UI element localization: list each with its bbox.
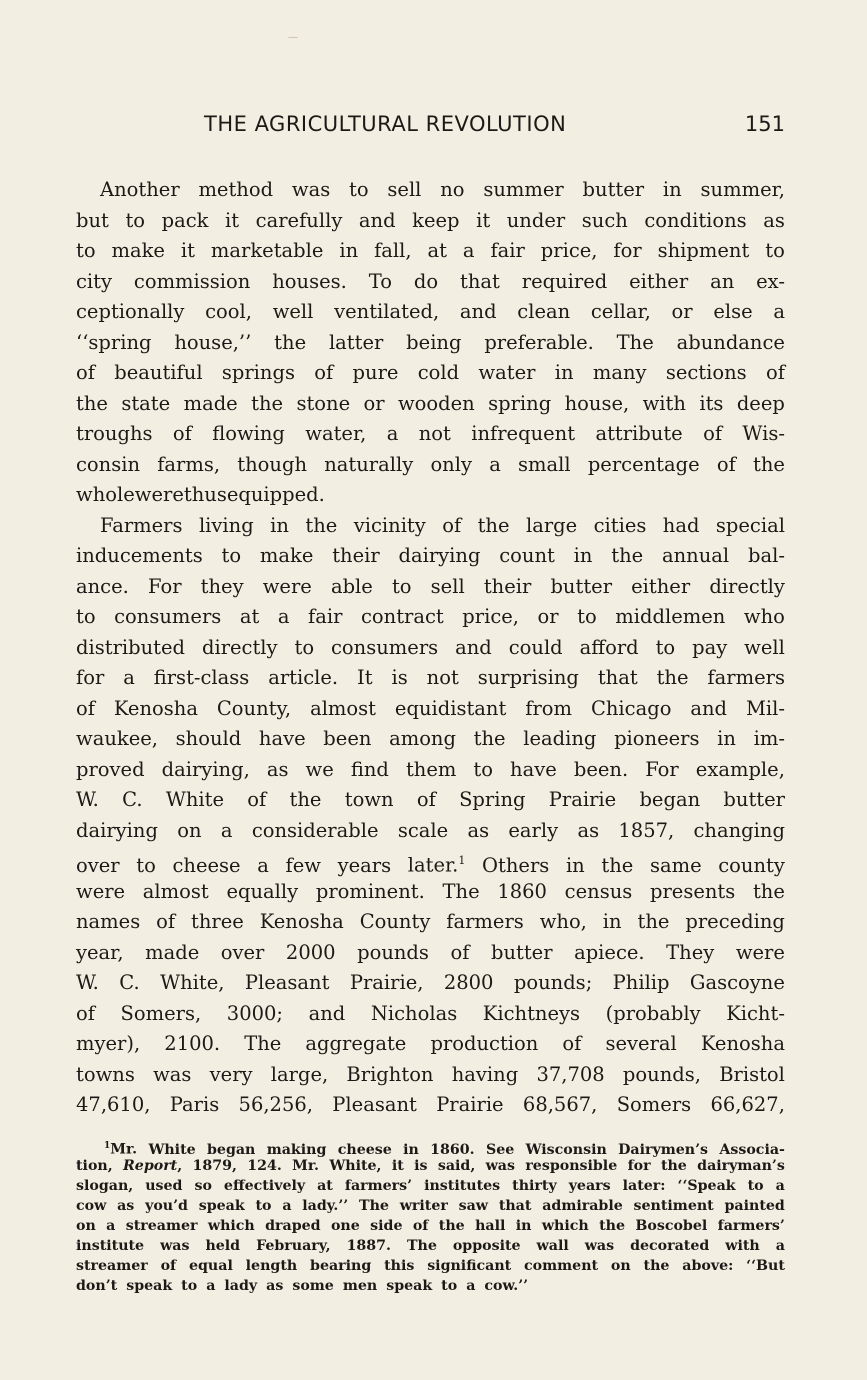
body-line: W. C. White, Pleasant Prairie, 2800 pounds; Philip Gascoyne <box>76 971 785 994</box>
running-head: THE AGRICULTURAL REVOLUTION <box>204 112 567 136</box>
scan-mark: — <box>288 32 298 43</box>
footnote-line: don’t speak to a lady as some men speak to a cow.’’ <box>76 1278 529 1294</box>
body-text <box>76 175 785 1121</box>
body-line: whole were thus equipped. <box>76 483 325 506</box>
body-line: to make it marketable in fall, at a fair price, for shipment to <box>76 239 785 262</box>
body-line: troughs of flowing water, a not infrequent attribute of Wis- <box>76 422 785 445</box>
body-line: ance. For they were able to sell their butter either directly <box>76 574 785 598</box>
footnote-line: $^1$Mr. White began making cheese in 1860. See Wisconsin Dairymen’s Associa- <box>104 1141 785 1158</box>
body-line: myer), 2100. The aggregate production of several Kenosha <box>76 1032 785 1055</box>
body-line: towns was very large, Brighton having 37,708 pounds, Bristol <box>76 1062 785 1086</box>
page-number: 151 <box>744 112 785 136</box>
footnote-ref[interactable]: 1 <box>458 854 466 867</box>
body-line: over to cheese a few years later.1 Others in the same county <box>76 846 785 877</box>
body-line: consin farms, though naturally only a small percentage of the <box>76 452 785 476</box>
footnote-line: tion, Report, 1879, 124. Mr. White, it is said, was responsible for the dairyman’s <box>76 1158 785 1174</box>
body-line: of Somers, 3000; and Nicholas Kichtneys (probably Kicht- <box>76 1001 785 1025</box>
footnote <box>76 1136 785 1296</box>
footnote-line: slogan, used so effectively at farmers’ institutes thirty years later: ‘‘Speak to a <box>76 1178 785 1194</box>
body-line: distributed directly to consumers and could afford to pay well <box>76 635 785 659</box>
body-line: of beautiful springs of pure cold water in many sections of <box>76 361 785 384</box>
footnote-marker: 1 <box>104 1141 111 1151</box>
body-line: for a first-class article. It is not surprising that the farmers <box>76 666 785 689</box>
body-line: of Kenosha County, almost equidistant from Chicago and Mil- <box>76 696 785 720</box>
body-line: dairying on a considerable scale as early as 1857, changing <box>76 818 785 842</box>
footnote-line: cow as you’d speak to a lady.’’ The writer saw that admirable sentiment painted <box>76 1198 785 1214</box>
body-line: Farmers living in the vicinity of the large cities had special <box>100 513 785 537</box>
body-line: ceptionally cool, well ventilated, and clean cellar, or else a <box>76 300 785 323</box>
report-title: Report <box>123 1158 178 1174</box>
body-line: ‘‘spring house,’’ the latter being preferable. The abundance <box>76 330 785 354</box>
body-line: city commission houses. To do that required either an ex- <box>76 269 785 293</box>
body-line: to consumers at a fair contract price, or to middlemen who <box>76 605 785 628</box>
body-line: names of three Kenosha County farmers who, in the preceding <box>76 910 785 933</box>
body-line: but to pack it carefully and keep it under such conditions as <box>76 208 785 232</box>
body-line: W. C. White of the town of Spring Prairie began butter <box>76 788 785 811</box>
footnote-line: streamer of equal length bearing this significant comment on the above: ‘‘But <box>76 1258 785 1274</box>
body-line: Another method was to sell no summer butter in summer, <box>100 178 785 201</box>
body-line: proved dairying, as we find them to have been. For example, <box>76 757 785 781</box>
body-line: 47,610, Paris 56,256, Pleasant Prairie 68,567, Somers 66,627, <box>76 1093 785 1116</box>
body-line: waukee, should have been among the leading pioneers in im- <box>76 727 785 750</box>
page-header <box>76 112 785 146</box>
body-line: year, made over 2000 pounds of butter apiece. They were <box>76 940 785 964</box>
body-line: were almost equally prominent. The 1860 census presents the <box>76 879 785 903</box>
body-line: the state made the stone or wooden spring house, with its deep <box>76 391 785 415</box>
body-line: inducements to make their dairying count in the annual bal- <box>76 544 785 567</box>
footnote-line: on a streamer which draped one side of the hall in which the Boscobel farmers’ <box>76 1218 785 1234</box>
footnote-line: institute was held February, 1887. The opposite wall was decorated with a <box>76 1238 785 1254</box>
